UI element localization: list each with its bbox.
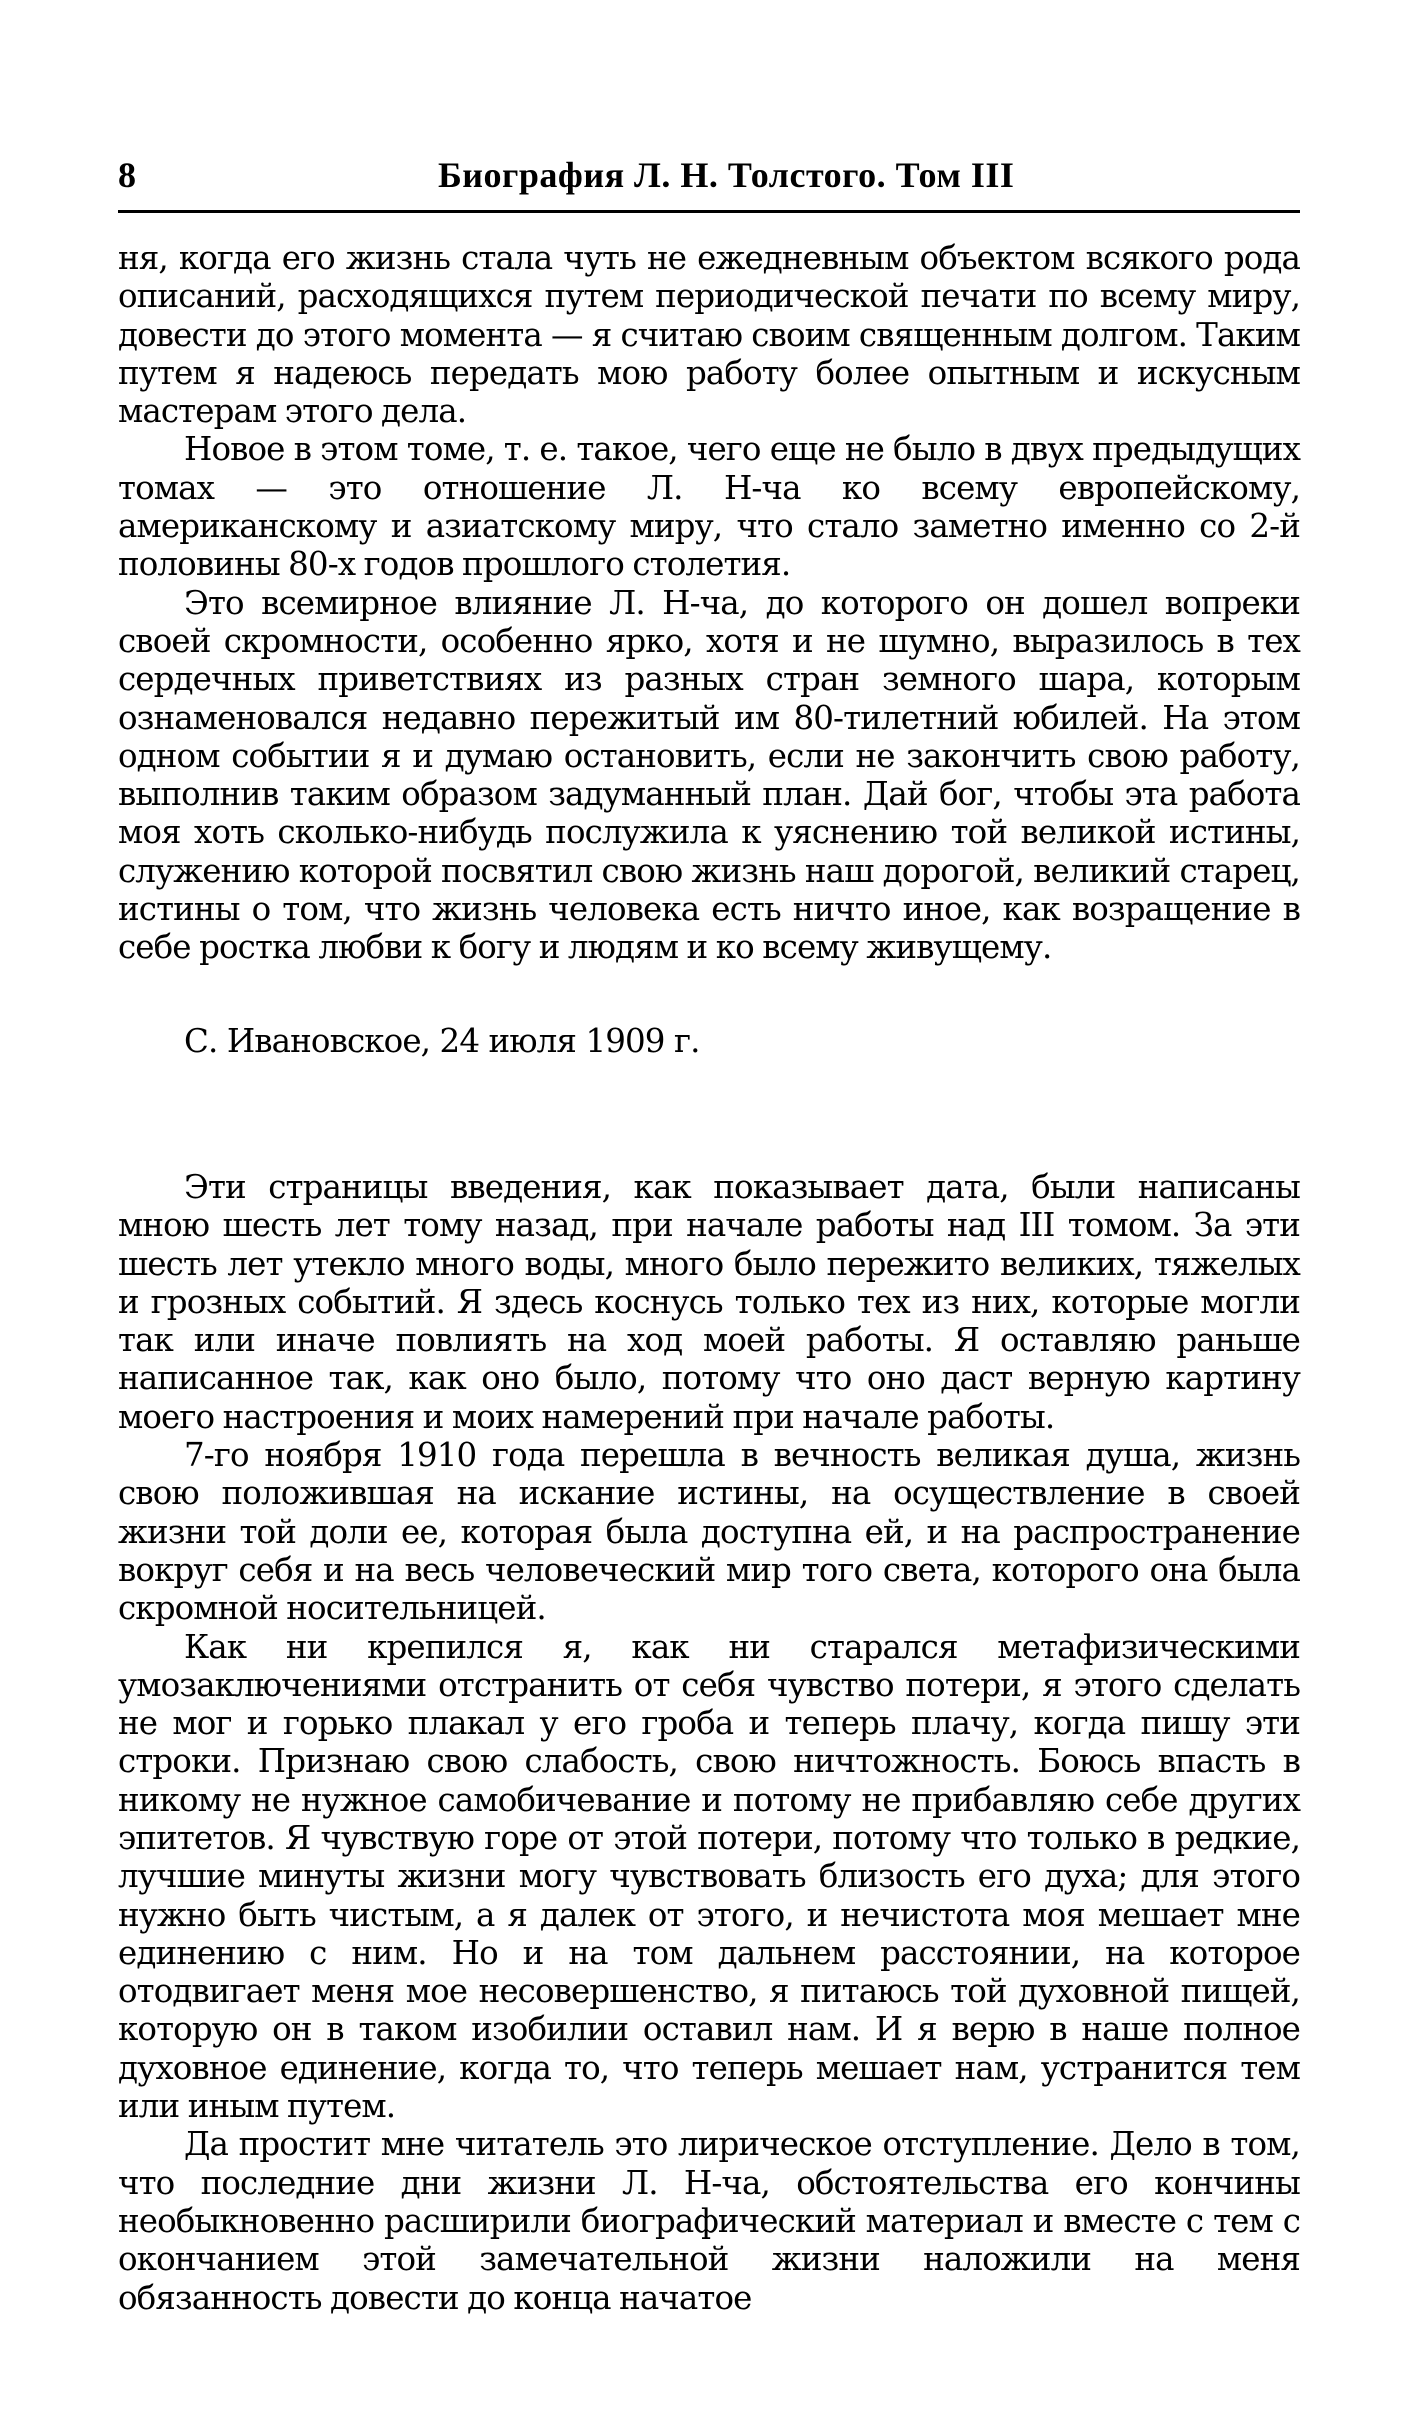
body-text [118,239,1300,2317]
running-head [118,150,1300,204]
header-rule [118,210,1300,213]
paragraph: Эти страницы введения, как показывает дата, были написаны мною шесть лет тому назад, при начале работы над III томом. За эти шесть лет утекло много воды, много было пережито великих, тяжелых и грозных событий. Я здесь коснусь только тех из них, которые могли так или иначе повлиять на ход моей работы. Я оставляю раньше написанное так, как оно было, потому что оно даст верную картину моего настроения и моих намерений при начале работы. [118,1167,1300,1436]
paragraph: Это всемирное влияние Л. Н-ча, до которого он дошел вопреки своей скромности, особенно ярко, хотя и не шумно, выразилось в тех сердечных приветствиях из разных стран земного шара, которым ознаменовался недавно пережитый им 80-тилетний юбилей. На этом одном событии я и думаю остановить, если не закончить свою работу, выполнив таким образом задуманный план. Дай бог, чтобы эта работа моя хоть сколько-нибудь послужила к уяснению той великой истины, служению которой посвятил свою жизнь наш дорогой, великий старец, истины о том, что жизнь человека есть ничто иное, как возращение в себе ростка любви к богу и людям и ко всему живущему. [118,583,1300,967]
book-page [118,150,1300,2317]
paragraph-continued: ня, когда его жизнь стала чуть не ежедневным объектом всякого рода описаний, расходящихся путем периодической печати по всему миру, довести до этого момента — я считаю своим священным долгом. Таким путем я надеюсь передать мою работу более опытным и искусным мастерам этого дела. [118,239,1300,431]
signature-date-line: С. Ивановское, 24 июля 1909 г. [184,1021,700,1060]
paragraph: 7-го ноября 1910 года перешла в вечность великая душа, жизнь свою положившая на искание истины, на осуществление в своей жизни той доли ее, которая была доступна ей, и на распространение вокруг себя и на весь человеческий мир того света, которого она была скромной носительницей. [118,1436,1300,1628]
paragraph: Новое в этом томе, т. е. такое, чего еще не было в двух предыдущих томах — это отношение Л. Н-ча ко всему европейскому, американскому и азиатскому миру, что стало заметно именно со 2-й половины 80-х годов прошлого столетия. [118,430,1300,584]
paragraph: Как ни крепился я, как ни старался метафизическими умозаключениями отстранить от себя чувство потери, я этого сделать не мог и горько плакал у его гроба и теперь плачу, когда пишу эти строки. Признаю свою слабость, свою ничтожность. Боюсь впасть в никому не нужное самобичевание и потому не прибавляю себе других эпитетов. Я чувствую горе от этой потери, потому что только в редкие, лучшие минуты жизни могу чувствовать близость его духа; для этого нужно быть чистым, а я далек от этого, и нечистота моя мешает мне единению с ним. Но и на том дальнем расстоянии, на которое отодвигает меня мое несовершенство, я питаюсь той духовной пищей, которую он в таком изобилии оставил нам. И я верю в наше полное духовное единение, когда то, что теперь мешает нам, устранится тем или иным путем. [118,1627,1300,2126]
paragraph: Да простит мне читатель это лирическое отступление. Дело в том, что последние дни жизни Л. Н-ча, обстоятельства его кончины необыкновенно расширили биографический материал и вместе с тем с окончанием этой замечательной жизни наложили на меня обязанность довести до конца начатое [118,2125,1300,2317]
running-title: Биография Л. Н. Толстого. Том III [438,155,1015,195]
page-number: 8 [118,155,136,195]
